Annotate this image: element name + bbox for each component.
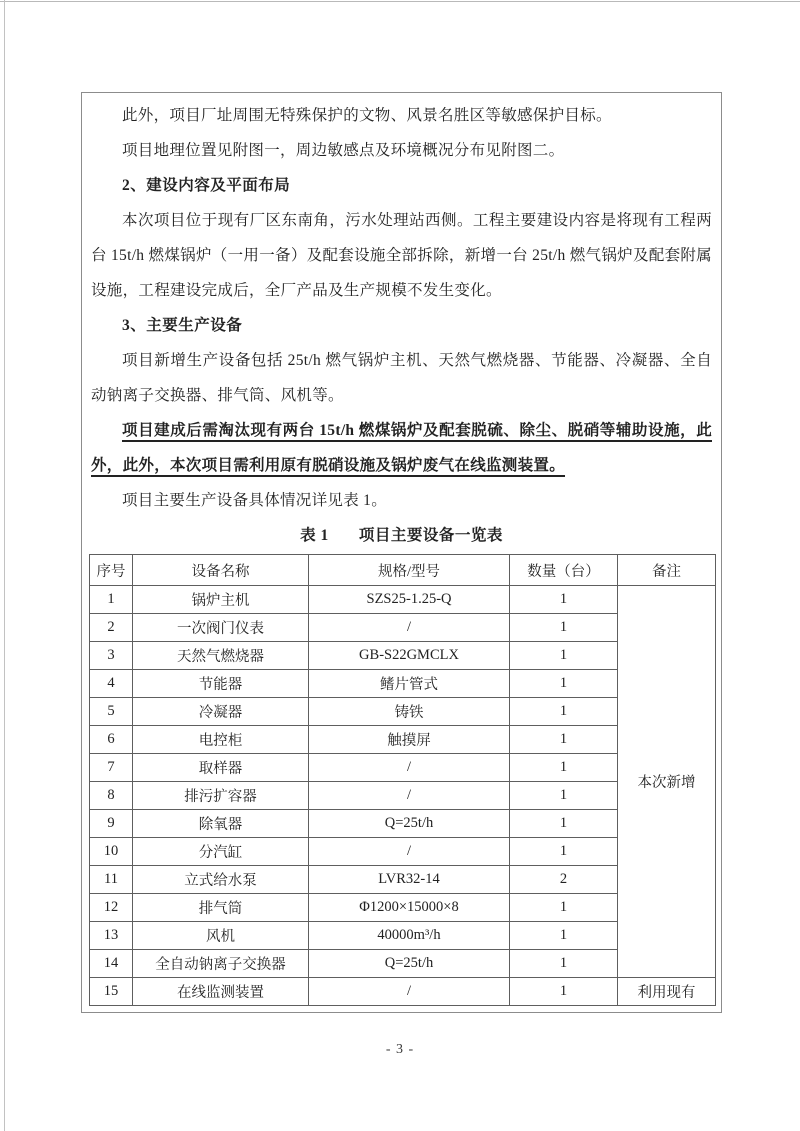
cell-name: 除氧器 [133, 810, 309, 838]
cell-spec: LVR32-14 [309, 866, 510, 894]
cell-name: 排气筒 [133, 894, 309, 922]
cell-no: 9 [90, 810, 133, 838]
cell-no: 11 [90, 866, 133, 894]
cell-name: 节能器 [133, 670, 309, 698]
page-number: - 3 - [385, 1042, 415, 1057]
cell-spec: 触摸屏 [309, 726, 510, 754]
cell-name: 全自动钠离子交换器 [133, 950, 309, 978]
paragraph-eliminate-boilers-emphasized: 项目建成后需淘汰现有两台 15t/h 燃煤锅炉及配套脱硫、除尘、脱硝等辅助设施，此外，此外，本次项目需利用原有脱硝设施及锅炉废气在线监测装置。 [91, 422, 712, 474]
cell-qty: 1 [510, 922, 618, 950]
cell-qty: 1 [510, 950, 618, 978]
cell-qty: 1 [510, 978, 618, 1006]
paragraph-new-equipment: 项目新增生产设备包括 25t/h 燃气锅炉主机、天然气燃烧器、节能器、冷凝器、全自动钠离子交换器、排气筒、风机等。 [91, 352, 712, 404]
form-left-rule [4, 0, 5, 1131]
cell-name: 天然气燃烧器 [133, 642, 309, 670]
paragraph-location-maps: 项目地理位置见附图一，周边敏感点及环境概况分布见附图二。 [122, 142, 565, 159]
cell-qty: 1 [510, 810, 618, 838]
cell-spec: SZS25-1.25-Q [309, 586, 510, 614]
cell-spec: / [309, 978, 510, 1006]
cell-spec: 40000m³/h [309, 922, 510, 950]
form-top-rule [0, 1, 800, 2]
cell-qty: 1 [510, 894, 618, 922]
form-content-cell [81, 92, 722, 1013]
cell-no: 15 [90, 978, 133, 1006]
cell-qty: 1 [510, 754, 618, 782]
cell-spec: / [309, 782, 510, 810]
cell-spec: 鳍片管式 [309, 670, 510, 698]
cell-spec: Φ1200×15000×8 [309, 894, 510, 922]
cell-no: 3 [90, 642, 133, 670]
header-spec: 规格/型号 [309, 555, 510, 586]
table-row [90, 978, 716, 1006]
cell-spec: Q=25t/h [309, 950, 510, 978]
cell-name: 立式给水泵 [133, 866, 309, 894]
cell-no: 5 [90, 698, 133, 726]
cell-qty: 1 [510, 838, 618, 866]
cell-qty: 1 [510, 614, 618, 642]
table-caption-label: 表 1 [300, 527, 329, 544]
cell-name: 一次阀门仪表 [133, 614, 309, 642]
cell-no: 7 [90, 754, 133, 782]
paragraph-construction-content: 本次项目位于现有厂区东南角，污水处理站西侧。工程主要建设内容是将现有工程两台 15t/h 燃煤锅炉（一用一备）及配套设施全部拆除，新增一台 25t/h 燃气锅炉及配套附属设施，工程建设完成后，全厂产品及生产规模不发生变化。 [91, 212, 712, 299]
cell-no: 13 [90, 922, 133, 950]
cell-no: 2 [90, 614, 133, 642]
header-no: 序号 [90, 555, 133, 586]
cell-qty: 1 [510, 642, 618, 670]
cell-no: 1 [90, 586, 133, 614]
table-header-row [90, 555, 716, 586]
paragraph-see-table1: 项目主要生产设备具体情况详见表 1。 [122, 492, 388, 509]
header-qty: 数量（台） [510, 555, 618, 586]
cell-spec: / [309, 838, 510, 866]
cell-name: 排污扩容器 [133, 782, 309, 810]
table-caption [91, 518, 712, 554]
cell-name: 在线监测装置 [133, 978, 309, 1006]
cell-name: 电控柜 [133, 726, 309, 754]
table-caption-title: 项目主要设备一览表 [358, 527, 503, 544]
cell-no: 6 [90, 726, 133, 754]
cell-no: 14 [90, 950, 133, 978]
cell-spec: / [309, 614, 510, 642]
cell-qty: 1 [510, 586, 618, 614]
cell-no: 10 [90, 838, 133, 866]
cell-qty: 2 [510, 866, 618, 894]
cell-qty: 1 [510, 670, 618, 698]
cell-name: 冷凝器 [133, 698, 309, 726]
equipment-table [89, 554, 716, 1006]
cell-qty: 1 [510, 782, 618, 810]
paragraph-sensitive-targets: 此外，项目厂址周围无特殊保护的文物、风景名胜区等敏感保护目标。 [122, 107, 612, 124]
cell-name: 取样器 [133, 754, 309, 782]
cell-name: 分汽缸 [133, 838, 309, 866]
section-heading-construction: 2、建设内容及平面布局 [122, 177, 291, 194]
header-name: 设备名称 [133, 555, 309, 586]
cell-name: 锅炉主机 [133, 586, 309, 614]
cell-name: 风机 [133, 922, 309, 950]
cell-spec: GB-S22GMCLX [309, 642, 510, 670]
cell-qty: 1 [510, 698, 618, 726]
cell-remark-merged: 本次新增 [618, 586, 716, 978]
cell-spec: Q=25t/h [309, 810, 510, 838]
cell-no: 12 [90, 894, 133, 922]
cell-no: 8 [90, 782, 133, 810]
header-remark: 备注 [618, 555, 716, 586]
cell-spec: / [309, 754, 510, 782]
cell-qty: 1 [510, 726, 618, 754]
cell-no: 4 [90, 670, 133, 698]
cell-remark: 利用现有 [618, 978, 716, 1006]
section-heading-equipment: 3、主要生产设备 [122, 317, 243, 334]
table-row [90, 586, 716, 614]
cell-spec: 铸铁 [309, 698, 510, 726]
